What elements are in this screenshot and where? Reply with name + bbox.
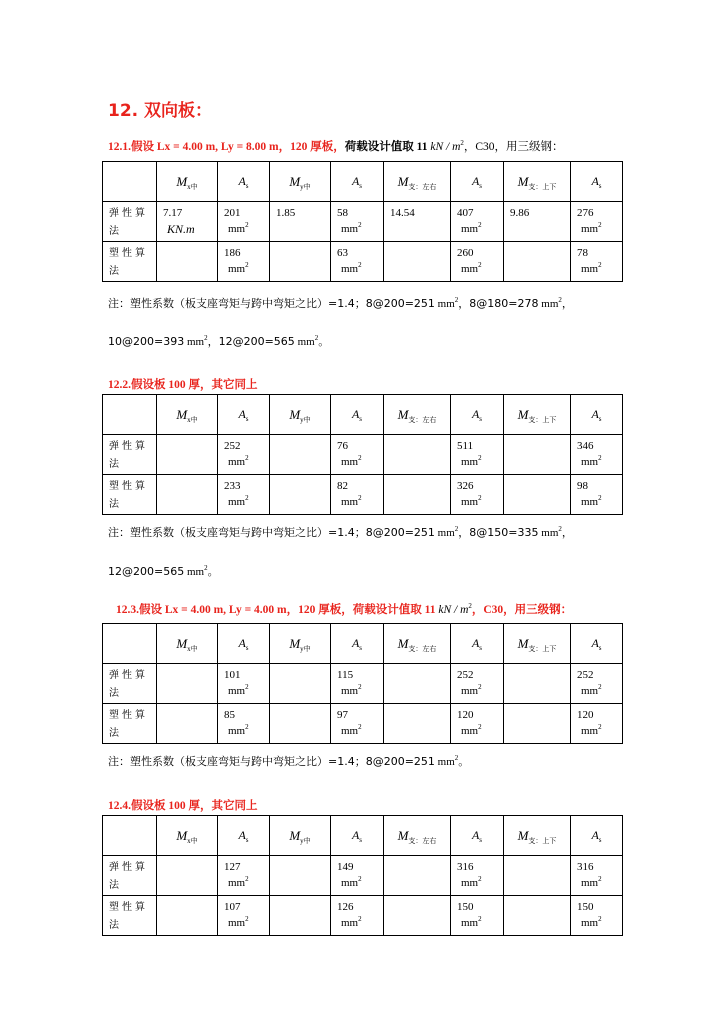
header-row: $M_{x中}$ $A_s$ $M_{y中}$ $A_s$ $M_{支:左右}$ $A_s$ $M_{支:上下}$ $A_s$ xyxy=(103,816,623,856)
table-12-3 xyxy=(102,623,623,744)
table-row: 塑性算法 233 $mm^2$ 82 $mm^2$ 326 $mm^2$ 98 $mm^2$ xyxy=(103,475,623,515)
row-label-plastic: 塑性算法 xyxy=(109,710,148,739)
section-title-12-1: 12.1.假设 Lx = 4.00 m, Ly = 8.00 m，120 厚板，荷载设计值取 11 kN / $m^2$，C30，用三级钢： xyxy=(108,139,564,153)
row-label-elastic: 弹性算法 xyxy=(109,441,148,470)
table-row: 塑性算法 85 $mm^2$ 97 $mm^2$ 120 $mm^2$ 120 $mm^2$ xyxy=(103,704,623,744)
document-title: 12. 双向板： xyxy=(108,101,213,121)
row-label-plastic: 塑性算法 xyxy=(109,481,148,510)
table-row: 弹性算法 252 $mm^2$ 76 $mm^2$ 511 $mm^2$ 346 $mm^2$ xyxy=(103,435,623,475)
table-row: 塑性算法 186 $mm^2$ 63 $mm^2$ 260 $mm^2$ 78 $mm^2$ xyxy=(103,242,623,282)
section-title-12-2: 12.2.假设板 100 厚，其它同上 xyxy=(108,379,258,391)
table-row: 弹性算法 101 $mm^2$ 115 $mm^2$ 252 $mm^2$ 252 $mm^2$ xyxy=(103,664,623,704)
note-12-1-line1: 注：塑性系数（板支座弯矩与跨中弯矩之比）=1.4；8@200=251 $mm^2$，8@180=278 $mm^2$， xyxy=(108,296,573,310)
header-row: $M_{x中}$ $A_s$ $M_{y中}$ $A_s$ $M_{支:左右}$ $A_s$ $M_{支:上下}$ $A_s$ xyxy=(103,162,623,202)
row-label-elastic: 弹性算法 xyxy=(109,208,148,237)
row-label-plastic: 塑性算法 xyxy=(109,902,148,931)
table-12-2 xyxy=(102,394,623,515)
section-title-12-3: 12.3.假设 Lx = 4.00 m, Ly = 4.00 m，120 厚板，荷载设计值取 11 kN / $m^2$，C30，用三级钢： xyxy=(116,602,573,616)
header-row: $M_{x中}$ $A_s$ $M_{y中}$ $A_s$ $M_{支:左右}$ $A_s$ $M_{支:上下}$ $A_s$ xyxy=(103,395,623,435)
note-12-2-line1: 注：塑性系数（板支座弯矩与跨中弯矩之比）=1.4；8@200=251 $mm^2$，8@150=335 $mm^2$， xyxy=(108,525,573,539)
note-12-1-line2: 10@200=393 $mm^2$，12@200=565 $mm^2$。 xyxy=(108,334,330,348)
section-title-12-4: 12.4.假设板 100 厚，其它同上 xyxy=(108,800,258,812)
row-label-elastic: 弹性算法 xyxy=(109,670,148,699)
table-row: 弹性算法 7.17 KN.m 201 $mm^2$ 1.85 58 $mm^2$ 14.54 407 $mm^2$ 9.86 276 $mm^2$ xyxy=(103,202,623,242)
table-12-4 xyxy=(102,815,623,936)
table-row: 弹性算法 127 $mm^2$ 149 $mm^2$ 316 $mm^2$ 316 $mm^2$ xyxy=(103,856,623,896)
row-label-plastic: 塑性算法 xyxy=(109,248,148,277)
header-row: $M_{x中}$ $A_s$ $M_{y中}$ $A_s$ $M_{支:左右}$ $A_s$ $M_{支:上下}$ $A_s$ xyxy=(103,624,623,664)
table-row: 塑性算法 107 $mm^2$ 126 $mm^2$ 150 $mm^2$ 150 $mm^2$ xyxy=(103,896,623,936)
note-12-2-line2: 12@200=565 $mm^2$。 xyxy=(108,564,219,578)
row-label-elastic: 弹性算法 xyxy=(109,862,148,891)
note-12-3-line1: 注：塑性系数（板支座弯矩与跨中弯矩之比）=1.4；8@200=251 $mm^2$。 xyxy=(108,754,470,768)
table-12-1 xyxy=(102,161,623,282)
